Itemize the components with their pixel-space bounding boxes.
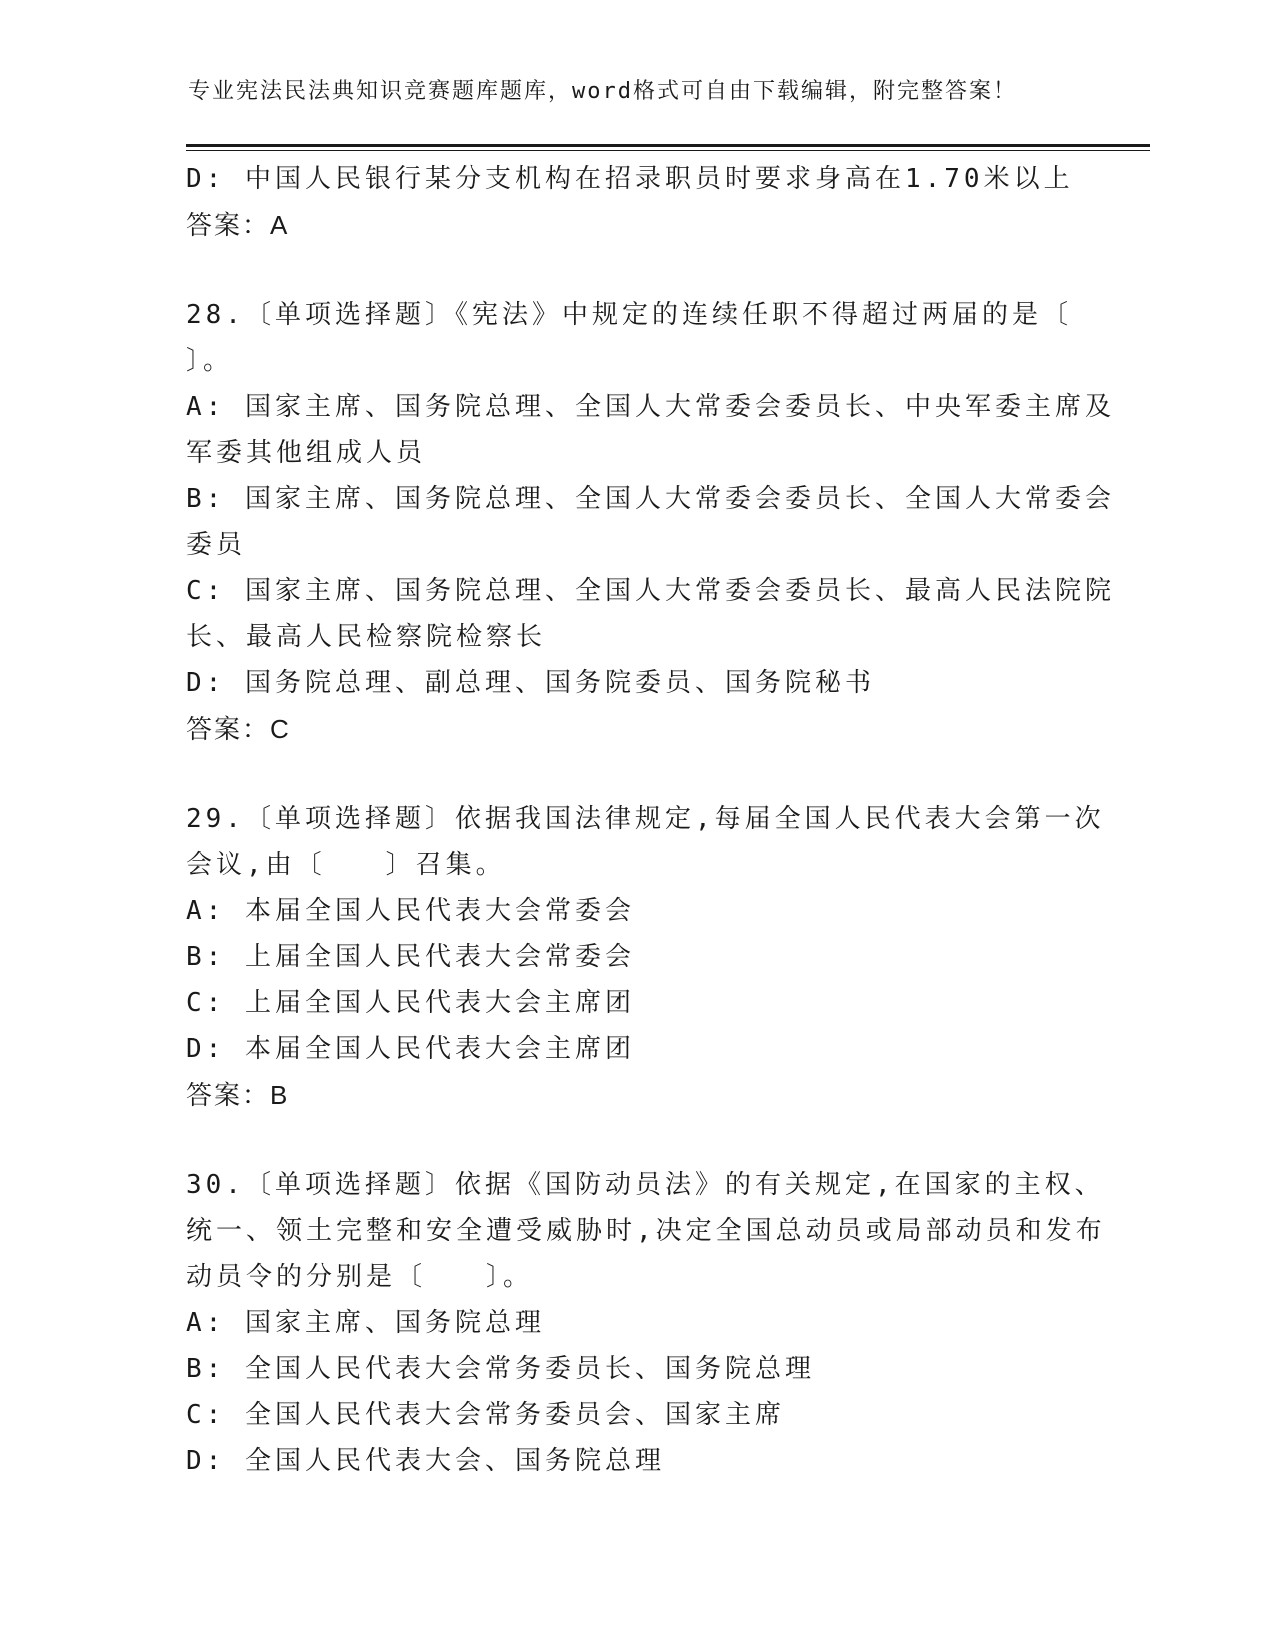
option-line: D: 中国人民银行某分支机构在招录职员时要求身高在1.70米以上 — [186, 164, 1074, 194]
answer-line: 答案：B — [186, 1080, 290, 1110]
question-stem: 28.〔单项选择题〕《宪法》中规定的连续任职不得超过两届的是〔 — [186, 300, 1072, 330]
option-line: C: 全国人民代表大会常务委员会、国家主席 — [186, 1400, 785, 1430]
option-line: B: 全国人民代表大会常务委员长、国务院总理 — [186, 1354, 815, 1384]
option-line: A: 国家主席、国务院总理、全国人大常委会委员长、中央军委主席及 — [186, 392, 1115, 422]
question-stem: 会议,由〔 〕召集。 — [186, 850, 506, 880]
option-line: D: 国务院总理、副总理、国务院委员、国务院秘书 — [186, 668, 875, 698]
answer-line: 答案：A — [186, 210, 290, 240]
option-line: C: 国家主席、国务院总理、全国人大常委会委员长、最高人民法院院 — [186, 576, 1115, 606]
header-rule-thin — [186, 150, 1150, 151]
option-line: D: 本届全国人民代表大会主席团 — [186, 1034, 635, 1064]
question-block — [186, 796, 1105, 1118]
option-line: 军委其他组成人员 — [186, 438, 427, 468]
question-block — [186, 1162, 1106, 1484]
option-line: C: 上届全国人民代表大会主席团 — [186, 988, 635, 1018]
option-line: D: 全国人民代表大会、国务院总理 — [186, 1446, 665, 1476]
option-line: B: 国家主席、国务院总理、全国人大常委会委员长、全国人大常委会 — [186, 484, 1115, 514]
page-header: 专业宪法民法典知识竞赛题库题库，word格式可自由下载编辑，附完整答案！ — [188, 79, 1017, 104]
answer-line: 答案：C — [186, 714, 291, 744]
option-line: 委员 — [186, 530, 247, 560]
question-block — [186, 292, 1115, 752]
question-stem: 统一、领土完整和安全遭受威胁时,决定全国总动员或局部动员和发布 — [186, 1216, 1106, 1246]
option-line: A: 本届全国人民代表大会常委会 — [186, 896, 635, 926]
question-stem: 动员令的分别是〔 〕。 — [186, 1262, 534, 1292]
question-stem: 29.〔单项选择题〕依据我国法律规定,每届全国人民代表大会第一次 — [186, 804, 1105, 834]
header-rule — [186, 144, 1150, 147]
option-line: 长、最高人民检察院检察长 — [186, 622, 547, 652]
option-line: B: 上届全国人民代表大会常委会 — [186, 942, 635, 972]
question-stem: 〕。 — [186, 346, 234, 376]
question-list — [186, 156, 1115, 1484]
question-stem: 30.〔单项选择题〕依据《国防动员法》的有关规定,在国家的主权、 — [186, 1170, 1105, 1200]
option-line: A: 国家主席、国务院总理 — [186, 1308, 545, 1338]
